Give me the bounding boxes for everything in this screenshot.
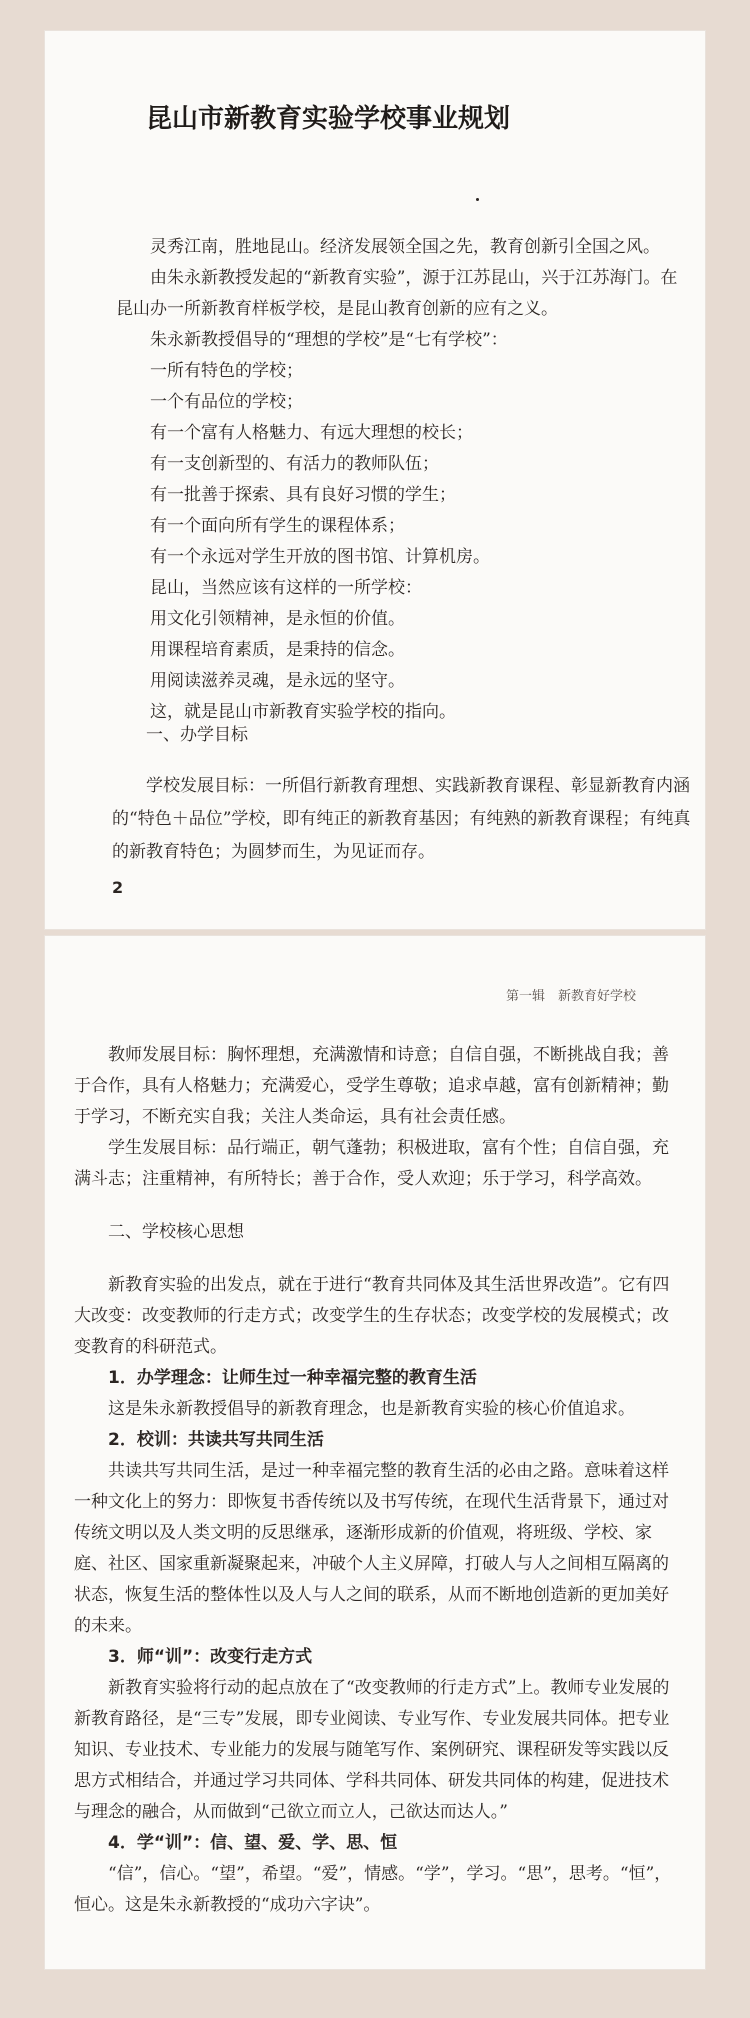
paragraph: 一个有品位的学校； [150, 392, 303, 412]
school-goal-paragraph: 学校发展目标：一所倡行新教育理想、实践新教育课程、彰显新教育内涵的“特色＋品位”学校，即有纯正的新教育基因；有纯熟的新教育课程；有纯真的新教育特色；为圆梦而生，为见证而存。 [112, 776, 691, 862]
book-page-1 [44, 30, 706, 930]
subheading-philosophy: 1．办学理念：让师生过一种幸福完整的教育生活 [108, 1368, 477, 1388]
print-speck [476, 198, 479, 201]
paragraph: 灵秀江南，胜地昆山。经济发展领全国之先，教育创新引全国之风。 [150, 237, 660, 257]
running-header: 第一辑 新教育好学校 [505, 989, 636, 1004]
paragraph: 由朱永新教授发起的“新教育实验”，源于江苏昆山，兴于江苏海门。在昆山办一所新教育样板学校，是昆山教育创新的应有之义。 [116, 268, 678, 319]
student-goal-paragraph: 学生发展目标：品行端正，朝气蓬勃；积极进取，富有个性；自信自强，充满斗志；注重精神，有所特长；善于合作，受人欢迎；乐于学习，科学高效。 [74, 1138, 669, 1189]
paragraph: 有一个永远对学生开放的图书馆、计算机房。 [150, 547, 490, 567]
intro-paragraph: 新教育实验的出发点，就在于进行“教育共同体及其生活世界改造”。它有四大改变：改变教师的行走方式；改变学生的生存状态；改变学校的发展模式；改变教育的科研范式。 [74, 1275, 670, 1357]
paragraph: 一所有特色的学校； [150, 361, 303, 381]
body-text [74, 1040, 674, 1921]
paragraph: 有一个富有人格魅力、有远大理想的校长； [150, 423, 473, 443]
intro-text [116, 232, 691, 728]
subheading-student-motto: 4．学“训”：信、望、爱、学、思、恒 [108, 1833, 398, 1853]
page-number: 2 [112, 878, 124, 897]
student-motto-paragraph: “信”，信心。“望”，希望。“爱”，情感。“学”，学习。“思”，思考。“恒”，恒心。这是朱永新教授的“成功六字诀”。 [74, 1864, 672, 1915]
paragraph: 这，就是昆山市新教育实验学校的指向。 [150, 702, 456, 722]
teacher-motto-paragraph: 新教育实验将行动的起点放在了“改变教师的行走方式”上。教师专业发展的新教育路径，是“三专”发展，即专业阅读、专业写作、专业发展共同体。把专业知识、专业技术、专业能力的发展与随笔写作、案例研究、课程研发等实践以反思方式相结合，并通过学习共同体、学科共同体、研发共同体的构建，促进技术与理念的融合，从而做到“己欲立而立人，己欲达而达人。” [74, 1678, 670, 1822]
subheading-teacher-motto: 3．师“训”：改变行走方式 [108, 1647, 313, 1667]
section-heading-goals: 一、办学目标 [146, 725, 248, 745]
paragraph: 有一支创新型的、有活力的教师队伍； [150, 454, 439, 474]
motto-paragraph: 共读共写共同生活，是过一种幸福完整的教育生活的必由之路。意味着这样一种文化上的努力：即恢复书香传统以及书写传统，在现代生活背景下，通过对传统文明以及人类文明的反思继承，逐渐形成新的价值观，将班级、学校、家庭、社区、国家重新凝聚起来，冲破个人主义屏障，打破人与人之间相互隔离的状态，恢复生活的整体性以及人与人之间的联系，从而不断地创造新的更加美好的未来。 [74, 1461, 669, 1636]
teacher-goal-paragraph: 教师发展目标：胸怀理想，充满激情和诗意；自信自强，不断挑战自我；善于合作，具有人格魅力；充满爱心，受学生尊敬；追求卓越，富有创新精神；勤于学习，不断充实自我；关注人类命运，具有社会责任感。 [74, 1045, 669, 1127]
section-heading-core-ideas: 二、学校核心思想 [108, 1222, 244, 1242]
paragraph: 有一个面向所有学生的课程体系； [150, 516, 405, 536]
paragraph: 用文化引领精神，是永恒的价值。 [150, 609, 405, 629]
paragraph: 朱永新教授倡导的“理想的学校”是“七有学校”： [150, 330, 508, 350]
paragraph: 昆山，当然应该有这样的一所学校： [150, 578, 422, 598]
subheading-motto: 2．校训：共读共写共同生活 [108, 1430, 324, 1450]
page-title: 昆山市新教育实验学校事业规划 [146, 104, 511, 134]
book-page-2 [44, 935, 706, 1970]
paragraph: 用课程培育素质，是秉持的信念。 [150, 640, 405, 660]
paragraph: 有一批善于探索、具有良好习惯的学生； [150, 485, 456, 505]
philosophy-paragraph: 这是朱永新教授倡导的新教育理念，也是新教育实验的核心价值追求。 [108, 1399, 635, 1419]
paragraph: 用阅读滋养灵魂，是永远的坚守。 [150, 671, 405, 691]
